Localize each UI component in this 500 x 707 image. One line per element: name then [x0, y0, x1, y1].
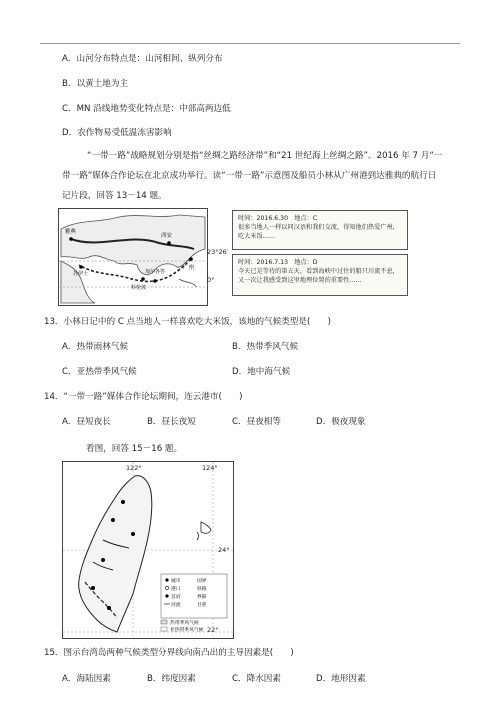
lat-label-24: 24° — [218, 546, 230, 554]
legend-railway: 铁路 — [197, 587, 207, 592]
diary-c-body: 很多当地人一样以同汉语和我们交流，得知他们热爱广州，吃大米饭…… — [238, 224, 399, 240]
q13-stem: 13．小林日记中的 C 点当地人一样喜欢吃大米饭，该地的气候类型是( ) — [44, 317, 331, 327]
lat-label-equator: 0° — [207, 276, 215, 284]
label-suez: 苏伊士 — [73, 271, 89, 277]
intro-line-1: “一带一路”战略规划分别是指“丝绸之路经济带”和“21 世纪海上丝绸之路”。2016 年 7 月“一 — [87, 151, 443, 161]
legend-port: 港口 — [171, 587, 181, 592]
label-colombo: 科伦坡 — [131, 285, 147, 291]
label-guangzhou: 广州 — [183, 265, 195, 271]
q15-option-b: B．纬度因素 — [147, 674, 196, 684]
belt-road-map — [58, 208, 208, 306]
q14-option-b: B．昼长夜短 — [147, 417, 196, 427]
legend-river: 河流 — [171, 603, 181, 608]
lat-label-tropic: 23°26′ — [207, 248, 229, 256]
diary-d-body: 今天已是等待的第五天，看到海峡中过往的船只川流不息，又一次让我感受到这里地理位置的重要性…… — [238, 268, 399, 284]
q14-option-d: D．极夜现象 — [316, 417, 366, 427]
taiwan-map — [62, 461, 234, 639]
intro-line-2: 带一路”媒体合作论坛在北京成功举行。读“一带一路”示意图及船员小林从广州港到达雅典的航行日 — [62, 171, 437, 181]
diary-note-d — [232, 254, 408, 296]
legend-sugarcane: 甘蔗 — [197, 603, 207, 608]
diary-note-c — [232, 210, 408, 250]
lon-label-122: 122° — [126, 464, 142, 472]
legend-boundary: 界限 — [197, 595, 207, 600]
legend-tropical-monsoon: 热带季风气候 — [170, 621, 199, 626]
q15-option-a: A．海陆因素 — [62, 674, 111, 684]
legend-subtropical-monsoon: 亚热带季风气候 — [170, 628, 204, 633]
q15-option-c: C．降水因素 — [232, 674, 281, 684]
q13-option-c: C．亚热带季风气候 — [62, 367, 137, 377]
q15-option-d: D．地形因素 — [316, 674, 366, 684]
header-rule — [40, 43, 460, 44]
q14-option-a: A．昼短夜长 — [62, 417, 111, 427]
q12-option-d: D．农作物易受低温冻害影响 — [62, 128, 172, 138]
q12-option-c: C．MN 沿线地势变化特点是：中部高两边低 — [62, 104, 231, 114]
q14-stem: 14．“一带一路”媒体合作论坛期间，连云港市( ) — [44, 392, 243, 402]
q13-option-b: B．热带季风气候 — [232, 342, 299, 352]
label-kolkata: 加尔各答 — [145, 269, 166, 275]
intro-15-16: 看图，回答 15－16 题。 — [86, 444, 183, 454]
label-athens: 雅典 — [65, 229, 77, 235]
q13-option-d: D．地中海气候 — [232, 367, 291, 377]
q15-stem: 15．图示台湾岛两种气候类型分界线向南凸出的主导因素是( ) — [44, 648, 294, 658]
legend-city: 城市 — [171, 579, 181, 584]
q14-option-c: C．昼夜相等 — [232, 417, 281, 427]
lat-label-22: 22° — [207, 626, 219, 634]
diary-c-time: 时间：2016.6.30 地点：C — [238, 215, 318, 222]
legend-border: 国界 — [197, 579, 207, 584]
q13-option-a: A．热带雨林气候 — [62, 342, 129, 352]
label-xian: 西安 — [161, 233, 173, 239]
q12-option-b: B．以黄土地为主 — [62, 79, 129, 89]
lon-label-124: 124° — [202, 464, 218, 472]
intro-line-3: 记片段，回答 13－14 题。 — [62, 191, 167, 201]
belt-road-map-svg — [59, 209, 207, 305]
diary-d-time: 时间：2016.7.13 地点：D — [238, 259, 318, 266]
taiwan-map-svg — [63, 462, 233, 638]
q12-option-a: A．山河分布特点是：山河相间、纵列分布 — [62, 54, 223, 64]
legend-capital: 首府 — [171, 595, 181, 600]
